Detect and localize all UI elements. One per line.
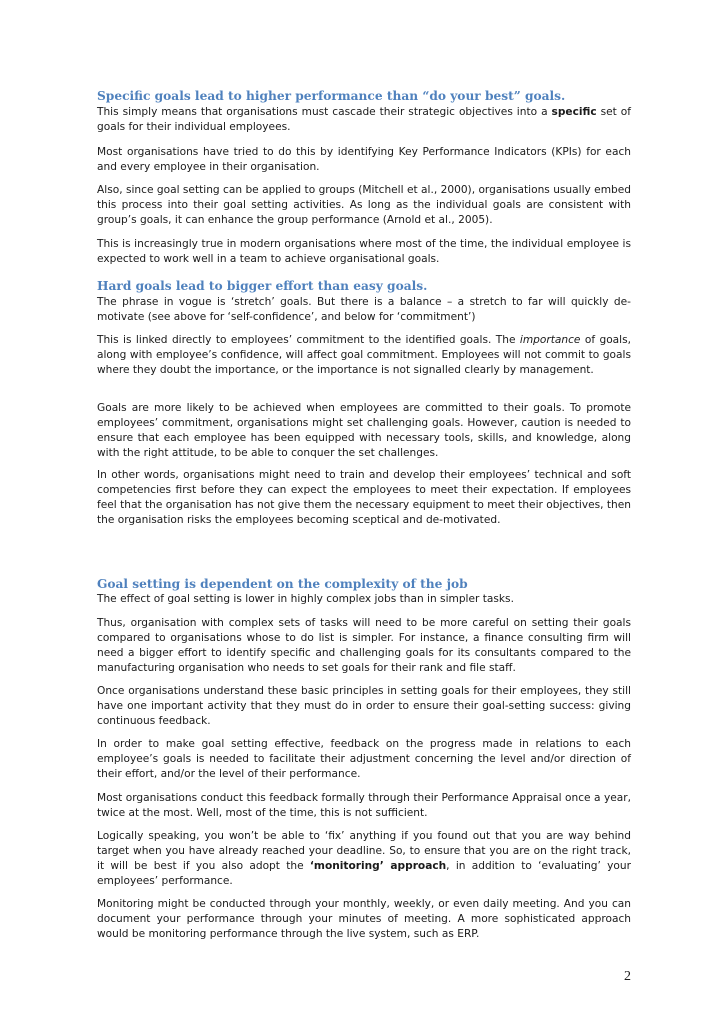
paragraph: Once organisations understand these basic principles in setting goals for their employees, they still have one important activity that they must do in order to ensure their goal-setting success: giving continuous feedback.: [97, 685, 631, 728]
paragraph-italic-text: importance: [519, 334, 581, 346]
paragraph: This is increasingly true in modern organisations where most of the time, the individual employee is expected to work well in a team to achieve organisational goals.: [97, 238, 631, 266]
page-number: 2: [624, 969, 631, 984]
paragraph: [97, 105, 631, 135]
paragraph: In order to make goal setting effective, feedback on the progress made in relations to each employee’s goals is needed to facilitate their adjustment concerning the level and/or direction of their effort, and/or the level of their performance.: [97, 738, 631, 781]
paragraph: [97, 829, 631, 889]
paragraph: Most organisations conduct this feedback formally through their Performance Appraisal once a year, twice at the most. Well, most of the time, this is not sufficient.: [97, 792, 631, 820]
paragraph-text: , in addition to ‘evaluating’ your employees’ performance.: [97, 860, 631, 888]
paragraph: The effect of goal setting is lower in highly complex jobs than in simpler tasks.: [97, 593, 514, 605]
paragraph-text: set of goals for their individual employees.: [97, 106, 631, 134]
paragraph-bold-text: specific: [551, 106, 597, 118]
paragraph: In other words, organisations might need to train and develop their employees’ technical and soft competencies first before they can expect the employees to meet their expectation. If employees feel that the organisation has not give them the necessary equipment to meet their objectives, then the organisation risks the employees becoming sceptical and de-motivated.: [97, 469, 631, 527]
section-title-specific-goals: Specific goals lead to higher performance than “do your best” goals.: [97, 89, 566, 103]
paragraph: Also, since goal setting can be applied to groups (Mitchell et al., 2000), organisations usually embed this process into their goal setting activities. As long as the individual goals are consistent with group’s goals, it can enhance the group performance (Arnold et al., 2005).: [97, 184, 631, 227]
paragraph: Most organisations have tried to do this by identifying Key Performance Indicators (KPIs) for each and every employee in their organisation.: [97, 146, 631, 174]
paragraph: Thus, organisation with complex sets of tasks will need to be more careful on setting their goals compared to organisations whose to do list is simpler. For instance, a finance consulting firm will need a bigger effort to identify specific and challenging goals for its consultants compared to the manufacturing organisation who needs to set goals for their rank and file staff.: [97, 617, 631, 675]
paragraph-bold-text: ‘monitoring’ approach: [309, 860, 447, 873]
paragraph-text: This simply means that organisations must cascade their strategic objectives into a: [97, 106, 552, 118]
section-title-hard-goals: Hard goals lead to bigger effort than easy goals.: [97, 279, 428, 293]
paragraph: The phrase in vogue is ‘stretch’ goals. But there is a balance – a stretch to far will quickly de-motivate (see above for ‘self-confidence’, and below for ‘commitment’): [97, 296, 631, 324]
paragraph: Goals are more likely to be achieved when employees are committed to their goals. To promote employees’ commitment, organisations might set challenging goals. However, caution is needed to ensure that each employee has been equipped with necessary tools, skills, and knowledge, along with the right attitude, to be able to conquer the set challenges.: [97, 402, 631, 460]
paragraph-text: This is linked directly to employees’ commitment to the identified goals. The: [97, 334, 520, 346]
paragraph: [97, 333, 631, 378]
paragraph-text: Logically speaking, you won’t be able to ‘fix’ anything if you found out that you are way behind target when you have already reached your deadline. So, to ensure that you are on the right track, it will be best if you also adopt the: [97, 830, 631, 873]
paragraph: Monitoring might be conducted through your monthly, weekly, or even daily meeting. And you can document your performance through your minutes of meeting. A more sophisticated approach would be monitoring performance through the live system, such as ERP.: [97, 898, 631, 941]
section-title-goal-complexity: Goal setting is dependent on the complexity of the job: [97, 577, 468, 591]
paragraph-text: of goals, along with employee’s confidence, will affect goal commitment. Employees will not commit to goals where they doubt the importance, or the importance is not signalled clearly by management.: [97, 334, 632, 377]
